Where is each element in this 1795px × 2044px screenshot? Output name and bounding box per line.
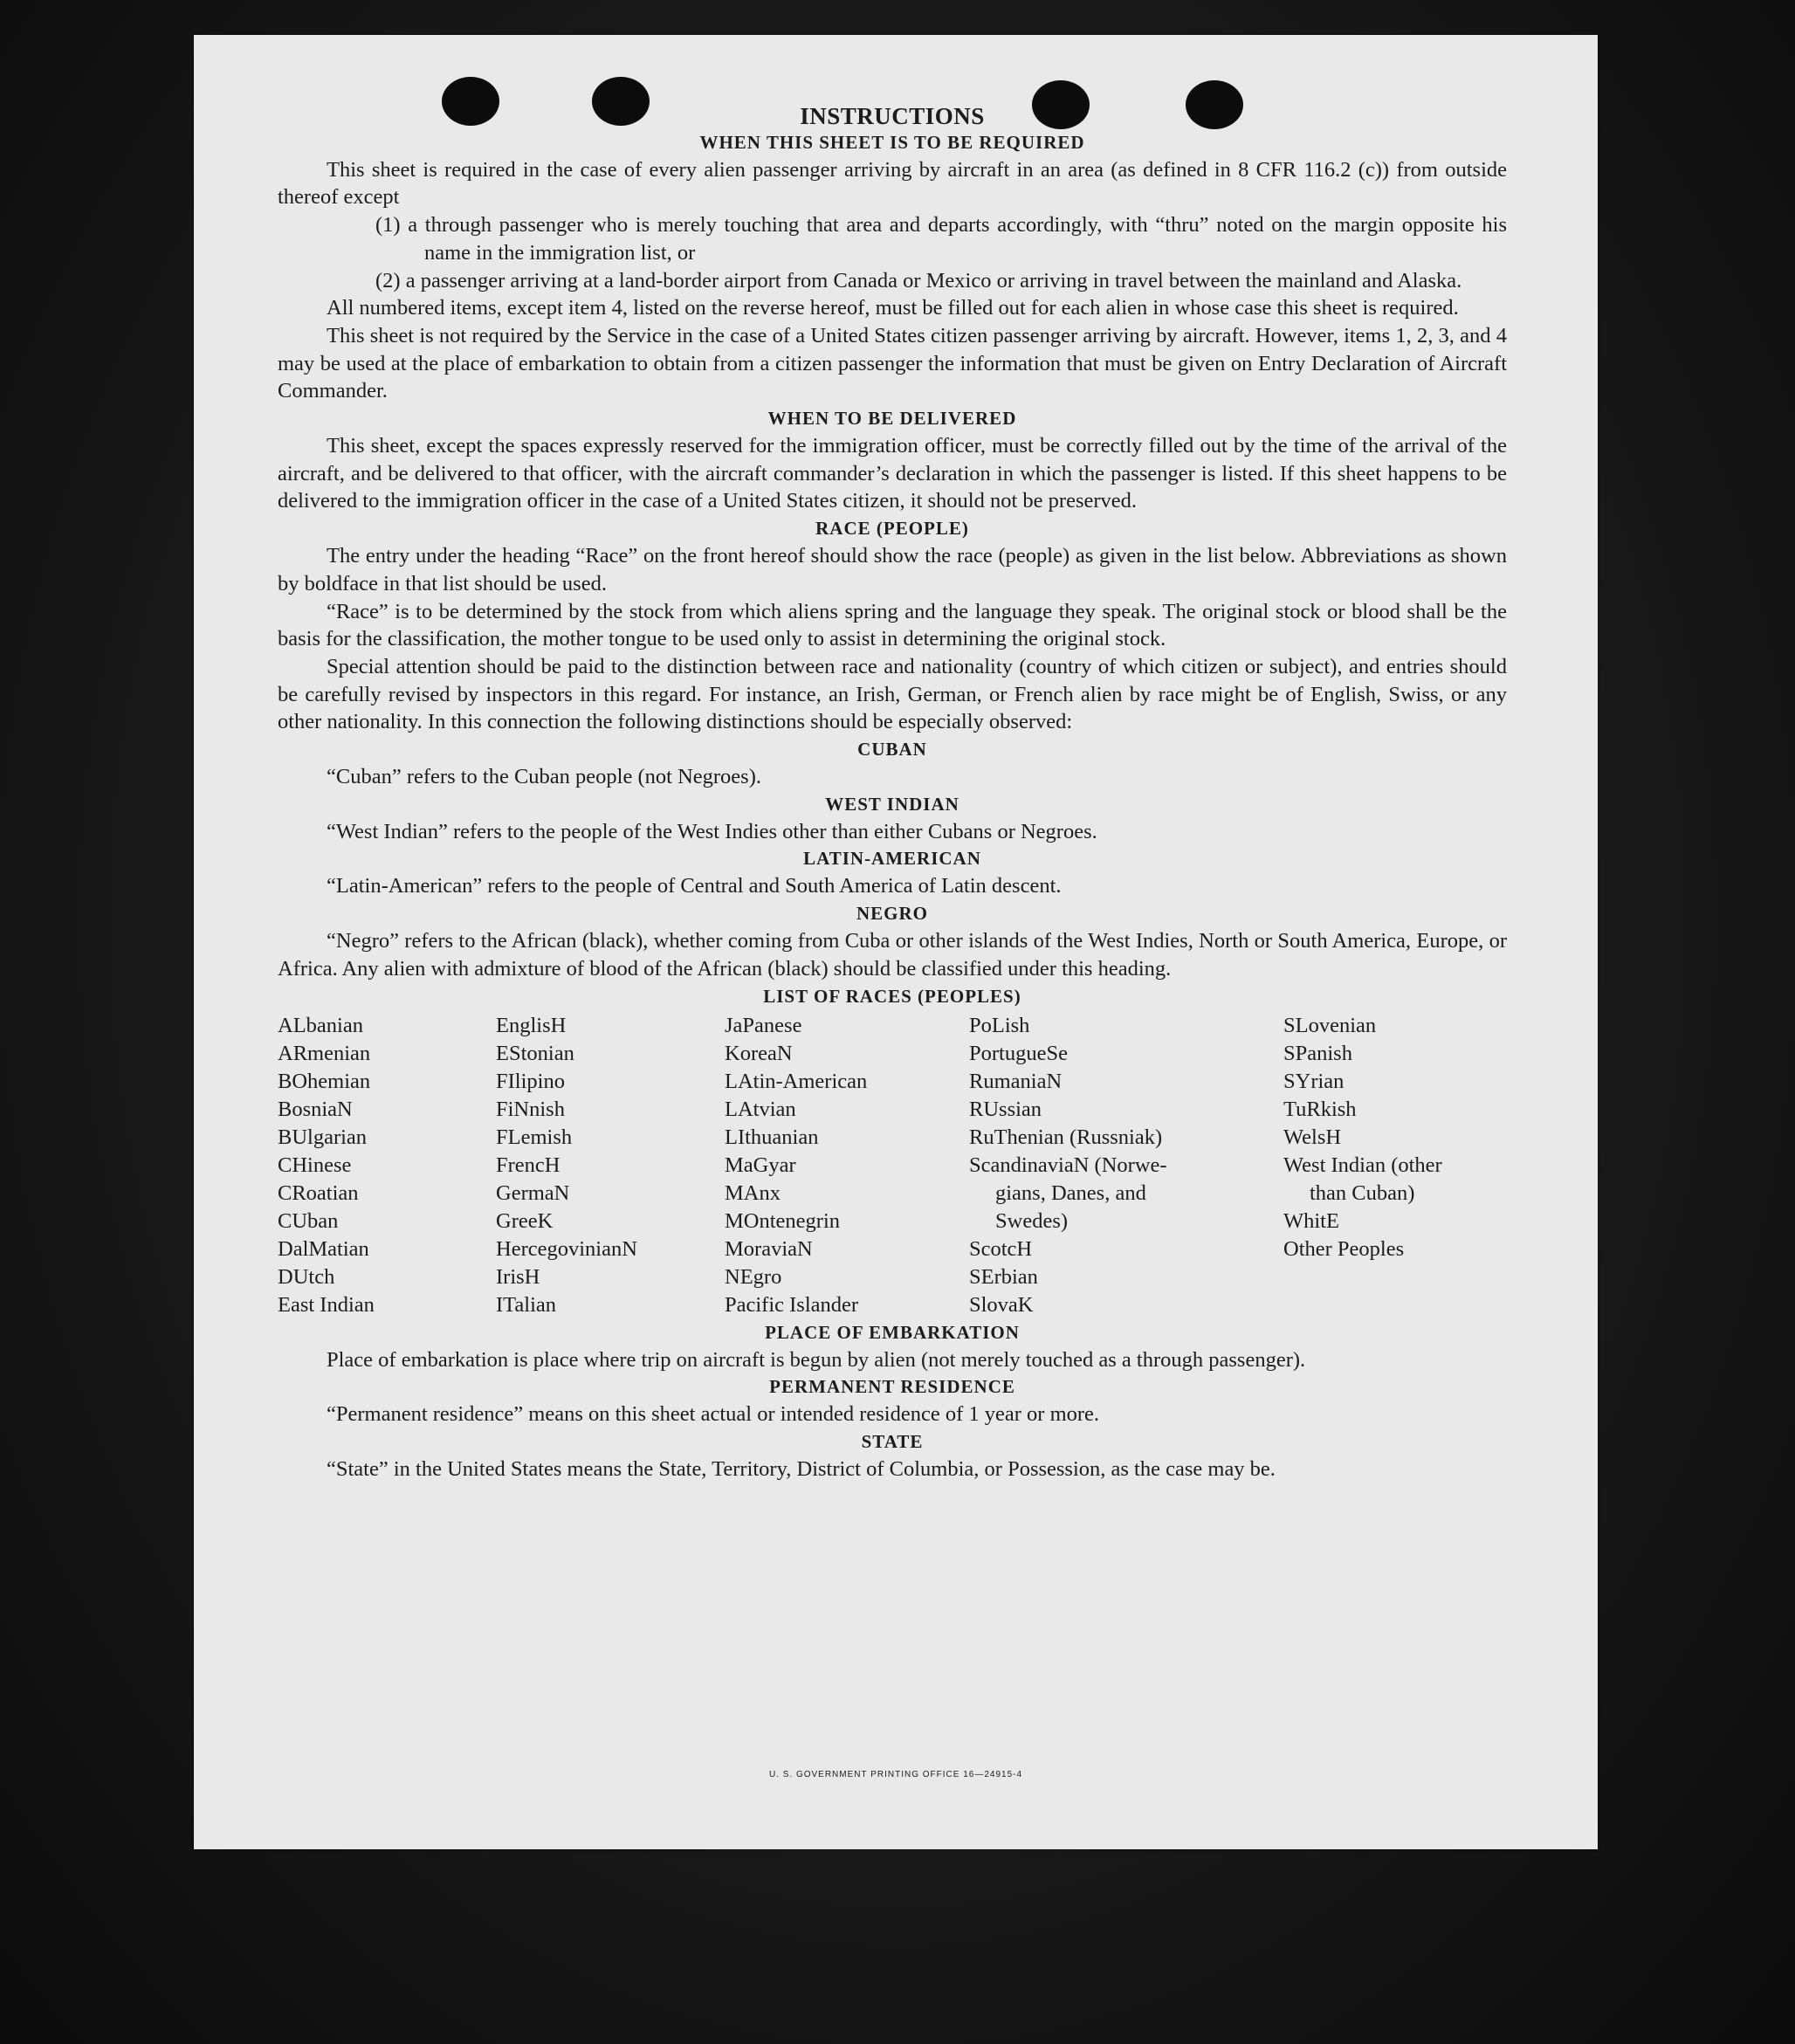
race-entry: CRoatian bbox=[278, 1180, 359, 1205]
race-entry: ScotcH bbox=[969, 1236, 1033, 1261]
race-entry: CHinese bbox=[278, 1153, 352, 1177]
section-heading: PERMANENT RESIDENCE bbox=[769, 1376, 1015, 1398]
race-entry: RuThenian (Russniak) bbox=[969, 1125, 1163, 1149]
section-heading: WHEN THIS SHEET IS TO BE REQUIRED bbox=[699, 131, 1085, 153]
race-entry: NEgro bbox=[725, 1264, 782, 1289]
paragraph: The entry under the heading “Race” on the front hereof should show the race (people) as given in the list below. Abbreviations as shown by boldface in that list should be used. bbox=[278, 544, 1507, 595]
section-heading: RACE (PEOPLE) bbox=[815, 518, 969, 540]
printer-imprint: U. S. GOVERNMENT PRINTING OFFICE 16—24915-4 bbox=[768, 1770, 1023, 1779]
race-entry: FLemish bbox=[496, 1125, 573, 1149]
race-entry-continued: gians, Danes, and bbox=[995, 1180, 1146, 1205]
section-heading: WEST INDIAN bbox=[825, 793, 959, 815]
race-entry: HercegovinianN bbox=[496, 1236, 637, 1261]
paragraph: “West Indian” refers to the people of the West Indies other than either Cubans or Negroes. bbox=[327, 819, 1097, 843]
race-entry: West Indian (other bbox=[1283, 1153, 1442, 1177]
race-entry: MAnx bbox=[725, 1180, 781, 1205]
section-heading: LATIN-AMERICAN bbox=[803, 848, 981, 870]
race-entry: FiNnish bbox=[496, 1097, 565, 1121]
paragraph: Special attention should be paid to the distinction between race and nationality (country of which citizen or subject), and entries should be carefully revised by inspectors in this regard. For instance, an Irish, German, or French alien by race might be of English, Swiss, or any other nationality. In this connection the following distinctions should be especially observed: bbox=[278, 654, 1507, 734]
paragraph: “Latin-American” refers to the people of Central and South America of Latin descent. bbox=[327, 874, 1062, 898]
race-entry: TuRkish bbox=[1283, 1097, 1357, 1121]
race-entry-continued: Swedes) bbox=[995, 1208, 1069, 1233]
race-entry: IrisH bbox=[496, 1264, 540, 1289]
race-entry: DalMatian bbox=[278, 1236, 369, 1261]
list-item: (2) a passenger arriving at a land-border airport from Canada or Mexico or arriving in travel between the mainland and Alaska. bbox=[375, 268, 1462, 292]
race-entry: EStonian bbox=[496, 1041, 574, 1065]
page-title: INSTRUCTIONS bbox=[800, 103, 985, 129]
race-entry: BosniaN bbox=[278, 1097, 353, 1121]
document-page bbox=[194, 35, 1598, 1849]
race-entry: BOhemian bbox=[278, 1069, 371, 1093]
race-entry: GermaN bbox=[496, 1180, 570, 1205]
race-entry: LIthuanian bbox=[725, 1125, 819, 1149]
race-list bbox=[278, 1012, 1507, 1319]
race-column bbox=[278, 1012, 496, 1319]
race-entry: FrencH bbox=[496, 1153, 561, 1177]
race-entry: MaGyar bbox=[725, 1153, 796, 1177]
race-entry: WhitE bbox=[1283, 1208, 1339, 1233]
race-entry: KoreaN bbox=[725, 1041, 793, 1065]
race-entry: FIlipino bbox=[496, 1069, 565, 1093]
paragraph: This sheet, except the spaces expressly reserved for the immigration officer, must be correctly filled out by the time of the arrival of the aircraft, and be delivered to that officer, with the aircraft commander’s declaration in which the passenger is listed. If this sheet happens to be delivered to the immigration officer in the case of a United States citizen, it should not be preserved. bbox=[278, 434, 1507, 513]
race-entry: Other Peoples bbox=[1283, 1236, 1405, 1261]
paragraph: “Cuban” refers to the Cuban people (not Negroes). bbox=[327, 765, 761, 789]
race-entry: SYrian bbox=[1283, 1069, 1345, 1093]
race-entry: SLovenian bbox=[1283, 1013, 1377, 1037]
race-entry: BUlgarian bbox=[278, 1125, 368, 1149]
paragraph: “State” in the United States means the State, Territory, District of Columbia, or Possession, as the case may be. bbox=[327, 1456, 1276, 1481]
race-entry: MoraviaN bbox=[725, 1236, 813, 1261]
paragraph: “Race” is to be determined by the stock from which aliens spring and the language they speak. The original stock or blood shall be the basis for the classification, the mother tongue to be used only to assist in determining the original stock. bbox=[278, 599, 1507, 651]
race-column bbox=[496, 1012, 725, 1319]
section-heading: WHEN TO BE DELIVERED bbox=[767, 408, 1017, 430]
section-heading: STATE bbox=[861, 1430, 924, 1452]
race-column bbox=[1283, 1012, 1507, 1319]
race-entry: ScandinaviaN (Norwe- bbox=[969, 1153, 1167, 1177]
race-entry: LAtin-American bbox=[725, 1069, 868, 1093]
race-entry: MOntenegrin bbox=[725, 1208, 840, 1233]
race-entry: PoLish bbox=[969, 1013, 1030, 1037]
race-entry: SPanish bbox=[1283, 1041, 1352, 1065]
race-entry: WelsH bbox=[1283, 1125, 1342, 1149]
paragraph: This sheet is not required by the Service in the case of a United States citizen passenger arriving by aircraft. However, items 1, 2, 3, and 4 may be used at the place of embarkation to obtain from a citizen passenger the information that must be given on Entry Declaration of Aircraft Commander. bbox=[278, 323, 1507, 403]
race-entry: SlovaK bbox=[969, 1292, 1034, 1317]
race-entry-continued: than Cuban) bbox=[1310, 1180, 1415, 1205]
paragraph: “Permanent residence” means on this sheet actual or intended residence of 1 year or more. bbox=[327, 1402, 1100, 1427]
race-entry: RUssian bbox=[969, 1097, 1042, 1121]
race-entry: CUban bbox=[278, 1208, 339, 1233]
paragraph: This sheet is required in the case of every alien passenger arriving by aircraft in an area (as defined in 8 CFR 116.2 (c)) from outside thereof except bbox=[278, 157, 1507, 210]
race-column bbox=[969, 1012, 1283, 1319]
race-entry: ALbanian bbox=[278, 1013, 363, 1037]
paragraph: Place of embarkation is place where trip on aircraft is begun by alien (not merely touched as a through passenger). bbox=[327, 1347, 1306, 1372]
instructions-text bbox=[278, 103, 1507, 1483]
section-heading: LIST OF RACES (PEOPLES) bbox=[763, 985, 1021, 1007]
paragraph: All numbered items, except item 4, listed on the reverse hereof, must be filled out for each alien in whose case this sheet is required. bbox=[327, 296, 1459, 320]
race-entry: RumaniaN bbox=[969, 1069, 1063, 1093]
section-heading: CUBAN bbox=[857, 739, 927, 760]
race-entry: ARmenian bbox=[278, 1041, 371, 1065]
race-entry: ITalian bbox=[496, 1292, 557, 1317]
race-entry: JaPanese bbox=[725, 1013, 802, 1037]
paragraph: “Negro” refers to the African (black), whether coming from Cuba or other islands of the West Indies, North or South America, Europe, or Africa. Any alien with admixture of blood of the African (black) should be classified under this heading. bbox=[278, 929, 1507, 981]
race-entry: GreeK bbox=[496, 1208, 554, 1233]
race-entry: EnglisH bbox=[496, 1013, 567, 1037]
race-entry: PortugueSe bbox=[969, 1041, 1068, 1065]
race-entry: DUtch bbox=[278, 1264, 335, 1289]
race-entry: SErbian bbox=[969, 1264, 1038, 1289]
race-entry: East Indian bbox=[278, 1292, 375, 1317]
race-column bbox=[725, 1012, 969, 1319]
section-heading: NEGRO bbox=[856, 903, 928, 925]
section-heading: PLACE OF EMBARKATION bbox=[765, 1321, 1020, 1343]
race-entry: Pacific Islander bbox=[725, 1292, 859, 1317]
race-entry: LAtvian bbox=[725, 1097, 796, 1121]
list-item: (1) a through passenger who is merely touching that area and departs accordingly, with “thru” noted on the margin opposite his name in the immigration list, or bbox=[375, 213, 1507, 265]
